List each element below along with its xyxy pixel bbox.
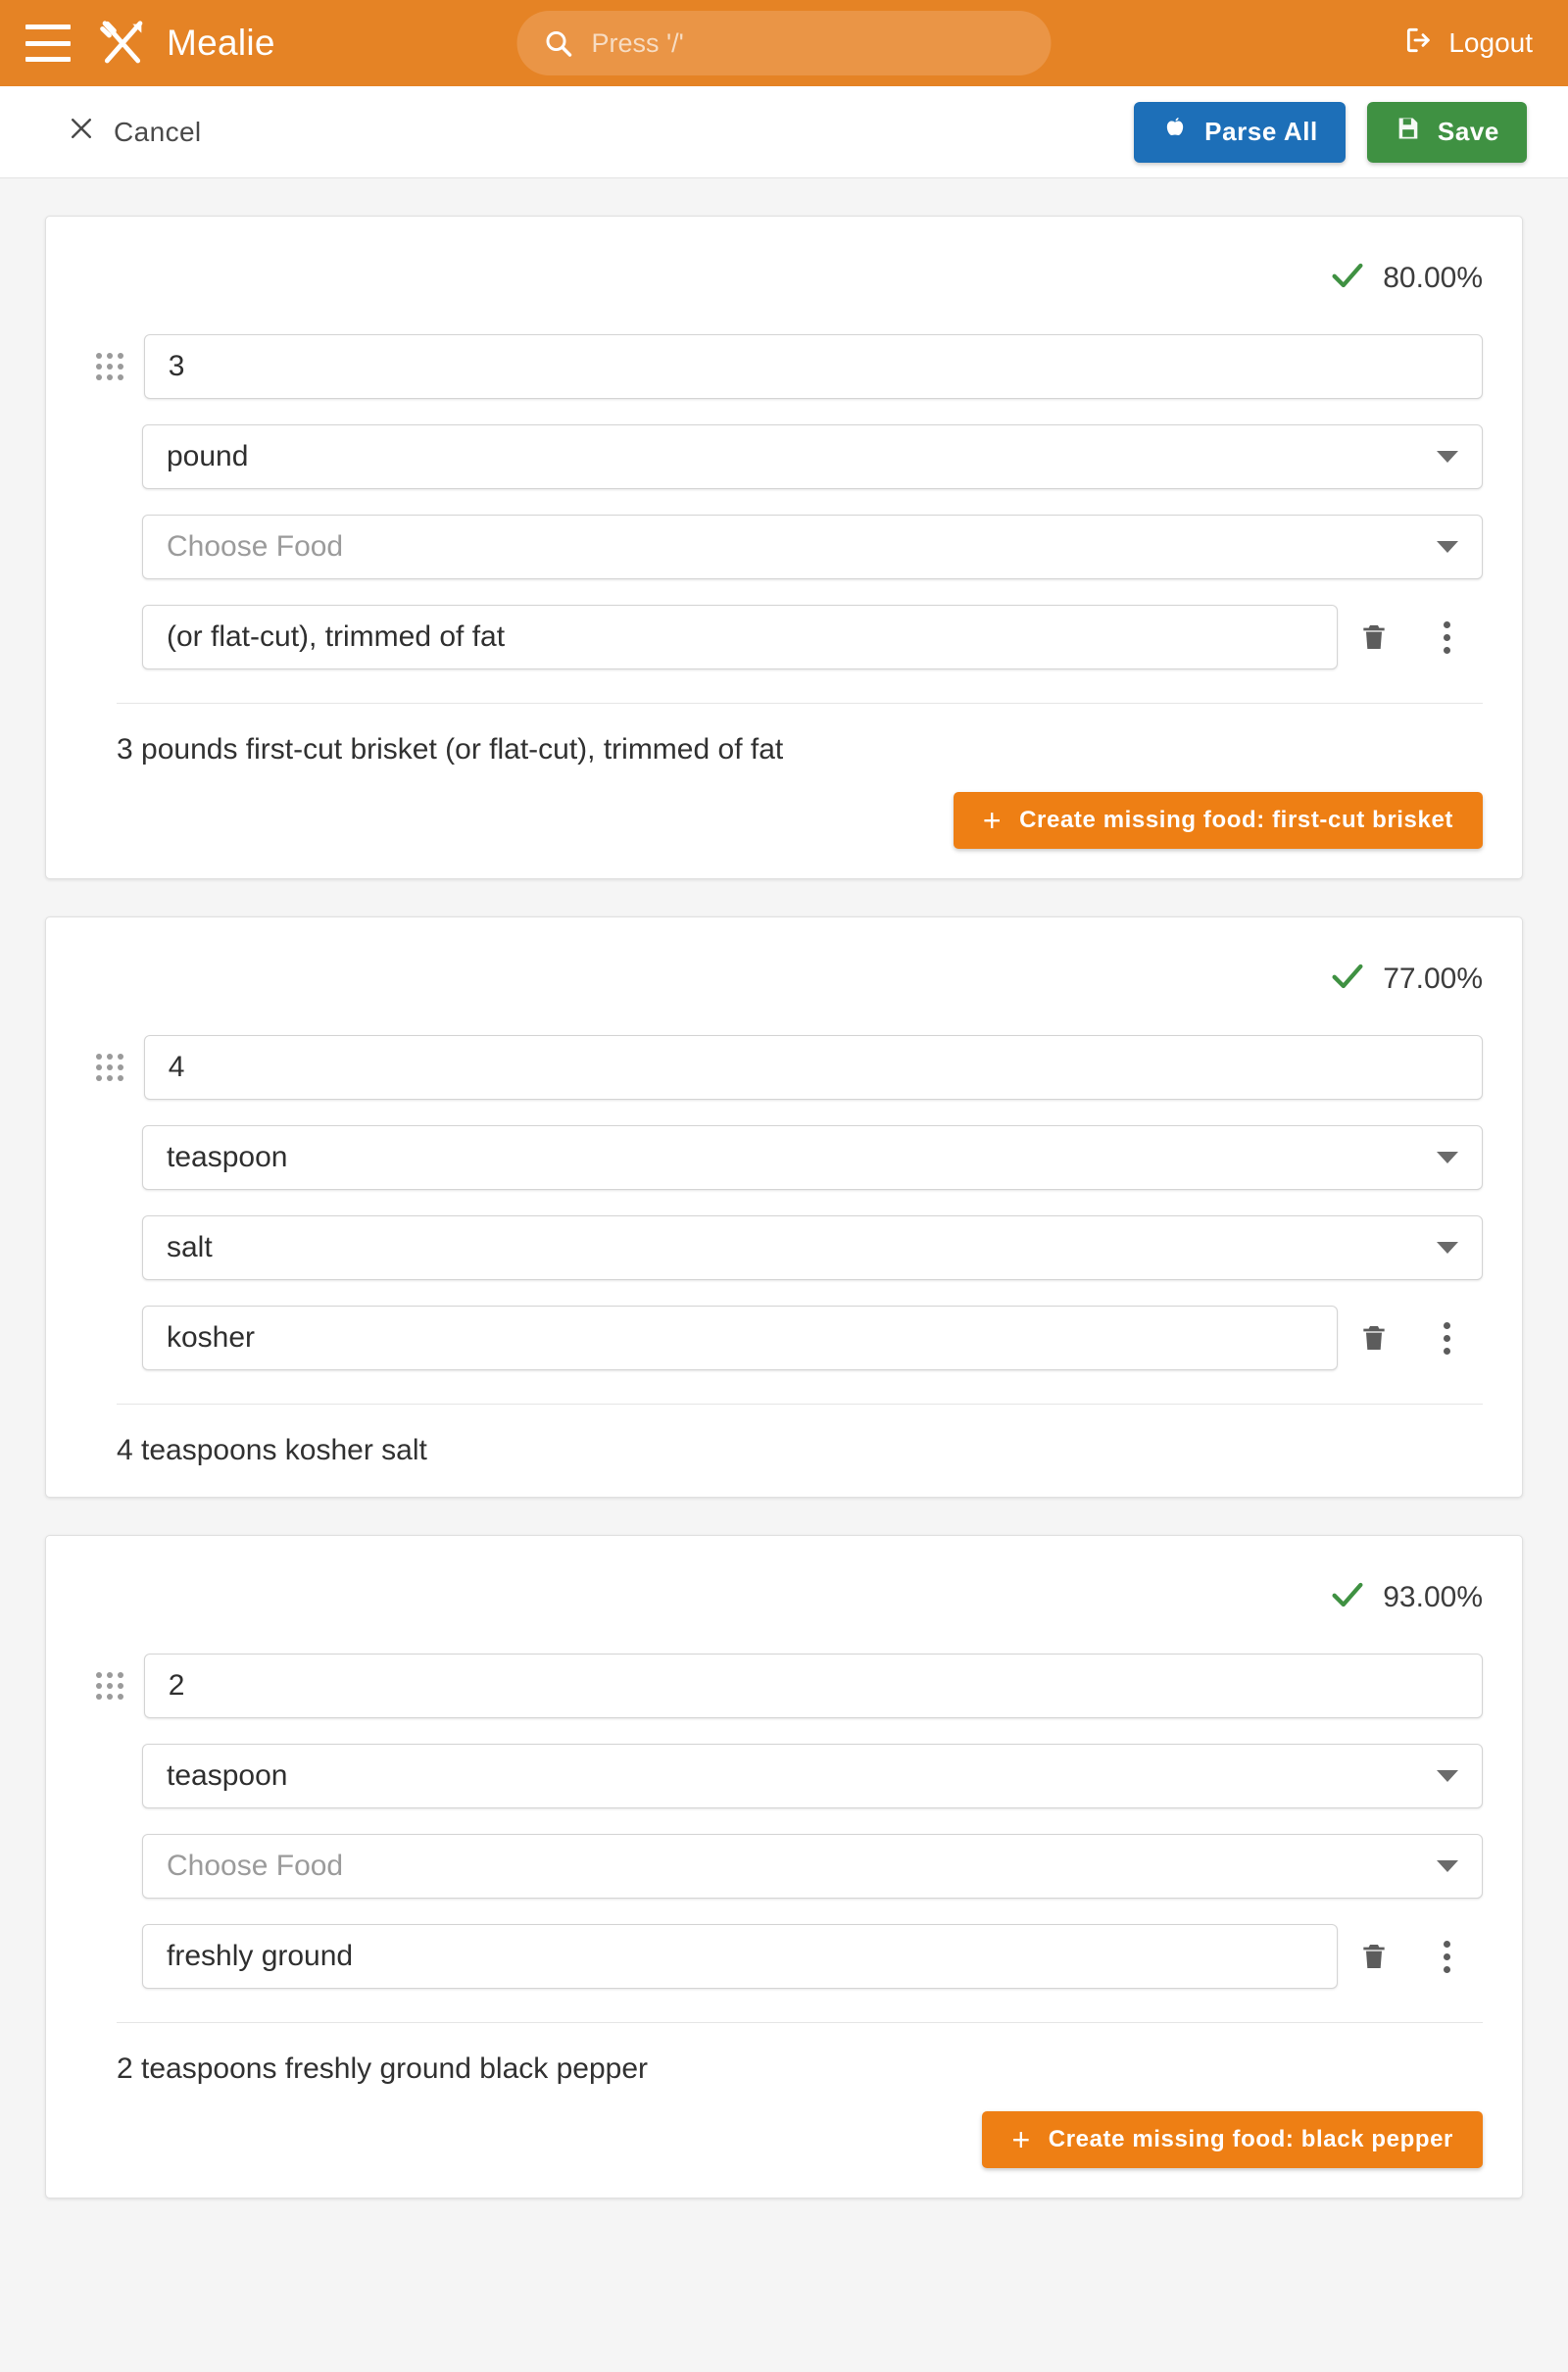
check-icon (1328, 1575, 1367, 1621)
brand-title: Mealie (167, 23, 275, 63)
unit-value: teaspoon (167, 1759, 288, 1792)
divider (117, 2022, 1483, 2023)
logout-label: Logout (1448, 27, 1533, 58)
drag-handle-icon[interactable] (85, 353, 134, 380)
parse-all-button[interactable] (1134, 102, 1346, 163)
kebab-menu-icon[interactable] (1410, 1924, 1483, 1989)
create-missing-food-button[interactable] (982, 2111, 1483, 2168)
ingredient-summary: 4 teaspoons kosher salt (117, 1434, 427, 1466)
create-missing-row (85, 2111, 1483, 2168)
confidence-row (85, 1571, 1483, 1624)
divider (117, 703, 1483, 704)
food-value: Choose Food (167, 530, 344, 563)
close-icon (67, 114, 96, 150)
unit-select[interactable] (142, 424, 1483, 489)
confidence-value: 77.00% (1383, 963, 1483, 995)
ingredient-card (45, 1535, 1523, 2199)
quantity-row (85, 334, 1483, 399)
hamburger-icon[interactable] (25, 25, 71, 62)
chevron-down-icon (1437, 1770, 1458, 1782)
unit-select[interactable] (142, 1125, 1483, 1190)
quantity-input[interactable]: 2 (144, 1654, 1483, 1718)
check-icon (1328, 957, 1367, 1003)
quantity-row (85, 1035, 1483, 1100)
search-box[interactable] (517, 11, 1052, 75)
note-input[interactable]: kosher (142, 1306, 1338, 1370)
save-button[interactable] (1367, 102, 1527, 163)
plus-icon: + (1011, 2122, 1031, 2157)
divider (117, 1404, 1483, 1405)
ingredient-card (45, 916, 1523, 1498)
chevron-down-icon (1437, 1860, 1458, 1872)
ingredient-list (0, 216, 1568, 2199)
create-missing-food-label: Create missing food: first-cut brisket (1019, 807, 1453, 833)
unit-value: teaspoon (167, 1141, 288, 1173)
ingredient-card (45, 216, 1523, 879)
chevron-down-icon (1437, 451, 1458, 463)
note-row (142, 1306, 1483, 1370)
trash-icon[interactable] (1338, 605, 1410, 669)
drag-handle-icon[interactable] (85, 1054, 134, 1081)
cancel-label: Cancel (114, 116, 202, 147)
note-input[interactable]: (or flat-cut), trimmed of fat (142, 605, 1338, 669)
ingredient-summary: 3 pounds first-cut brisket (or flat-cut), trimmed of fat (117, 733, 784, 766)
unit-select[interactable] (142, 1744, 1483, 1808)
quantity-input[interactable]: 4 (144, 1035, 1483, 1100)
confidence-row (85, 953, 1483, 1006)
app-bar (0, 0, 1568, 86)
note-input[interactable]: freshly ground (142, 1924, 1338, 1989)
drag-handle-icon[interactable] (85, 1672, 134, 1700)
quantity-row (85, 1654, 1483, 1718)
chevron-down-icon (1437, 1152, 1458, 1163)
parse-all-label: Parse All (1204, 117, 1318, 146)
logout-icon (1403, 25, 1435, 63)
cancel-button[interactable] (61, 113, 208, 151)
confidence-value: 93.00% (1383, 1581, 1483, 1613)
create-missing-row (85, 792, 1483, 849)
kebab-menu-icon[interactable] (1410, 605, 1483, 669)
trash-icon[interactable] (1338, 1924, 1410, 1989)
plus-icon: + (982, 803, 1003, 838)
food-select[interactable] (142, 1215, 1483, 1280)
kebab-menu-icon[interactable] (1410, 1306, 1483, 1370)
fork-knife-logo-icon (96, 17, 149, 70)
ingredient-summary: 2 teaspoons freshly ground black pepper (117, 2052, 649, 2085)
food-value: salt (167, 1231, 213, 1263)
note-row (142, 605, 1483, 669)
editor-toolbar (0, 86, 1568, 178)
create-missing-food-button[interactable] (954, 792, 1483, 849)
create-missing-food-label: Create missing food: black pepper (1048, 2126, 1453, 2152)
food-select[interactable] (142, 1834, 1483, 1899)
logout-button[interactable] (1403, 25, 1543, 63)
floppy-disk-icon (1395, 115, 1422, 149)
food-select[interactable] (142, 515, 1483, 579)
chevron-down-icon (1437, 1242, 1458, 1254)
toolbar-actions (1134, 102, 1527, 163)
confidence-row (85, 252, 1483, 305)
trash-icon[interactable] (1338, 1306, 1410, 1370)
apple-icon (1161, 115, 1189, 149)
unit-value: pound (167, 440, 249, 472)
chevron-down-icon (1437, 541, 1458, 553)
search-icon (543, 27, 574, 59)
confidence-value: 80.00% (1383, 262, 1483, 294)
search-input[interactable] (590, 27, 1026, 60)
check-icon (1328, 256, 1367, 302)
food-value: Choose Food (167, 1850, 344, 1882)
note-row (142, 1924, 1483, 1989)
quantity-input[interactable]: 3 (144, 334, 1483, 399)
save-label: Save (1437, 117, 1499, 146)
